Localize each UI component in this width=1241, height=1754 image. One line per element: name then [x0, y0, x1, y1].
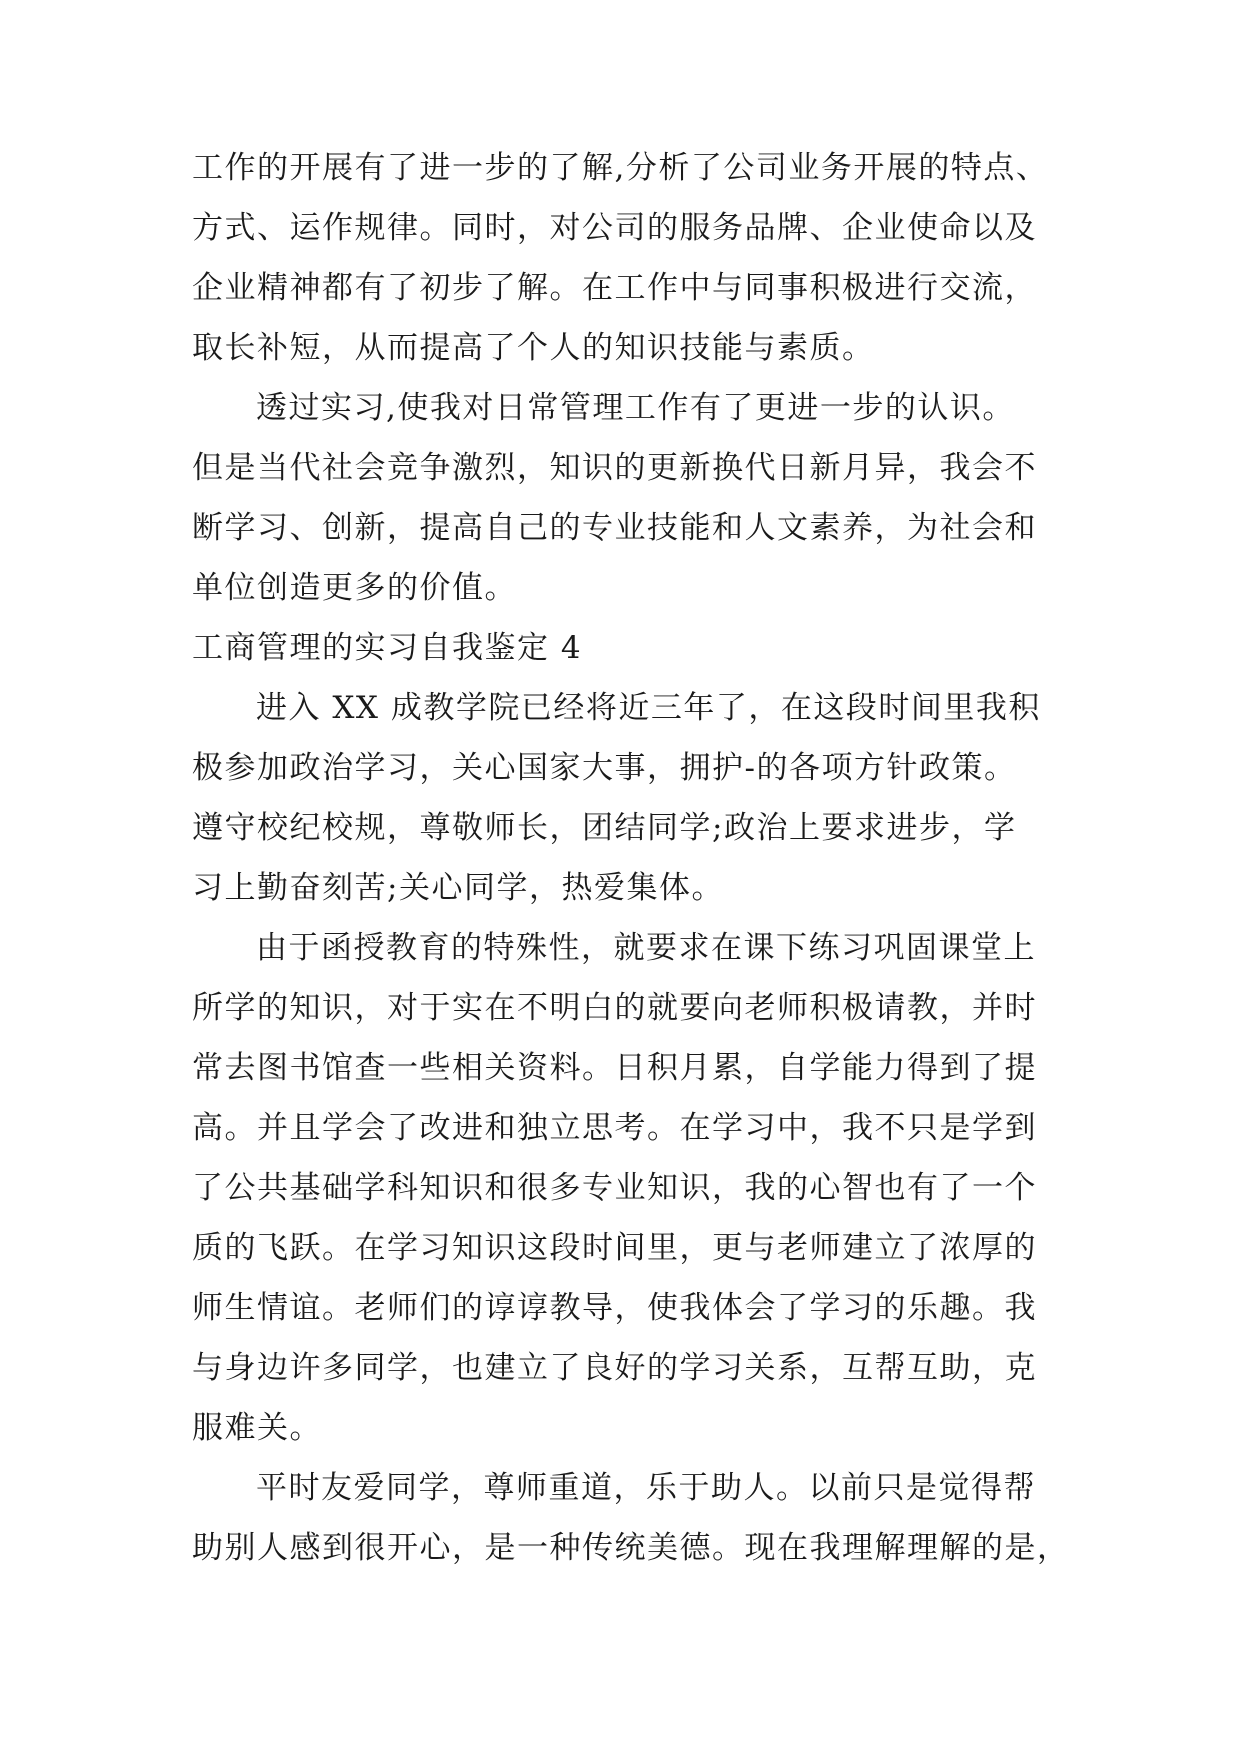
text-line: 助别人感到很开心，是一种传统美德。现在我理解理解的是， [192, 1530, 1070, 1566]
text-line: 了公共基础学科知识和很多专业知识，我的心智也有了一个 [192, 1170, 1037, 1206]
text-line: 取长补短，从而提高了个人的知识技能与素质。 [192, 330, 875, 366]
text-line: 所学的知识，对于实在不明白的就要向老师积极请教，并时 [192, 990, 1037, 1026]
paragraph-first-line: 平时友爱同学，尊师重道，乐于助人。以前只是觉得帮 [256, 1470, 1036, 1506]
text-line: 方式、运作规律。同时，对公司的服务品牌、企业使命以及 [192, 210, 1037, 246]
text-line: 工作的开展有了进一步的了解,分析了公司业务开展的特点、 [192, 150, 1049, 186]
text-line: 习上勤奋刻苦;关心同学，热爱集体。 [192, 870, 724, 906]
text-line: 但是当代社会竞争激烈，知识的更新换代日新月异，我会不 [192, 450, 1037, 486]
text-line: 遵守校纪校规，尊敬师长，团结同学;政治上要求进步，学 [192, 810, 1017, 846]
text-line: 高。并且学会了改进和独立思考。在学习中，我不只是学到 [192, 1110, 1037, 1146]
text-line: 师生情谊。老师们的谆谆教导，使我体会了学习的乐趣。我 [192, 1290, 1037, 1326]
text-line: 质的飞跃。在学习知识这段时间里，更与老师建立了浓厚的 [192, 1230, 1037, 1266]
text-line: 服难关。 [192, 1410, 322, 1446]
paragraph-first-line: 进入 XX 成教学院已经将近三年了，在这段时间里我积 [256, 690, 1041, 726]
text-line: 断学习、创新，提高自己的专业技能和人文素养，为社会和 [192, 510, 1037, 546]
text-line: 极参加政治学习，关心国家大事，拥护-的各项方针政策。 [192, 750, 1017, 786]
text-line: 单位创造更多的价值。 [192, 570, 517, 606]
text-line: 与身边许多同学，也建立了良好的学习关系，互帮互助，克 [192, 1350, 1037, 1386]
text-line: 企业精神都有了初步了解。在工作中与同事积极进行交流， [192, 270, 1037, 306]
section-heading: 工商管理的实习自我鉴定 4 [192, 630, 583, 666]
text-line: 常去图书馆查一些相关资料。日积月累，自学能力得到了提 [192, 1050, 1037, 1086]
paragraph-first-line: 透过实习,使我对日常管理工作有了更进一步的认识。 [256, 390, 1015, 426]
paragraph-first-line: 由于函授教育的特殊性，就要求在课下练习巩固课堂上 [256, 930, 1036, 966]
